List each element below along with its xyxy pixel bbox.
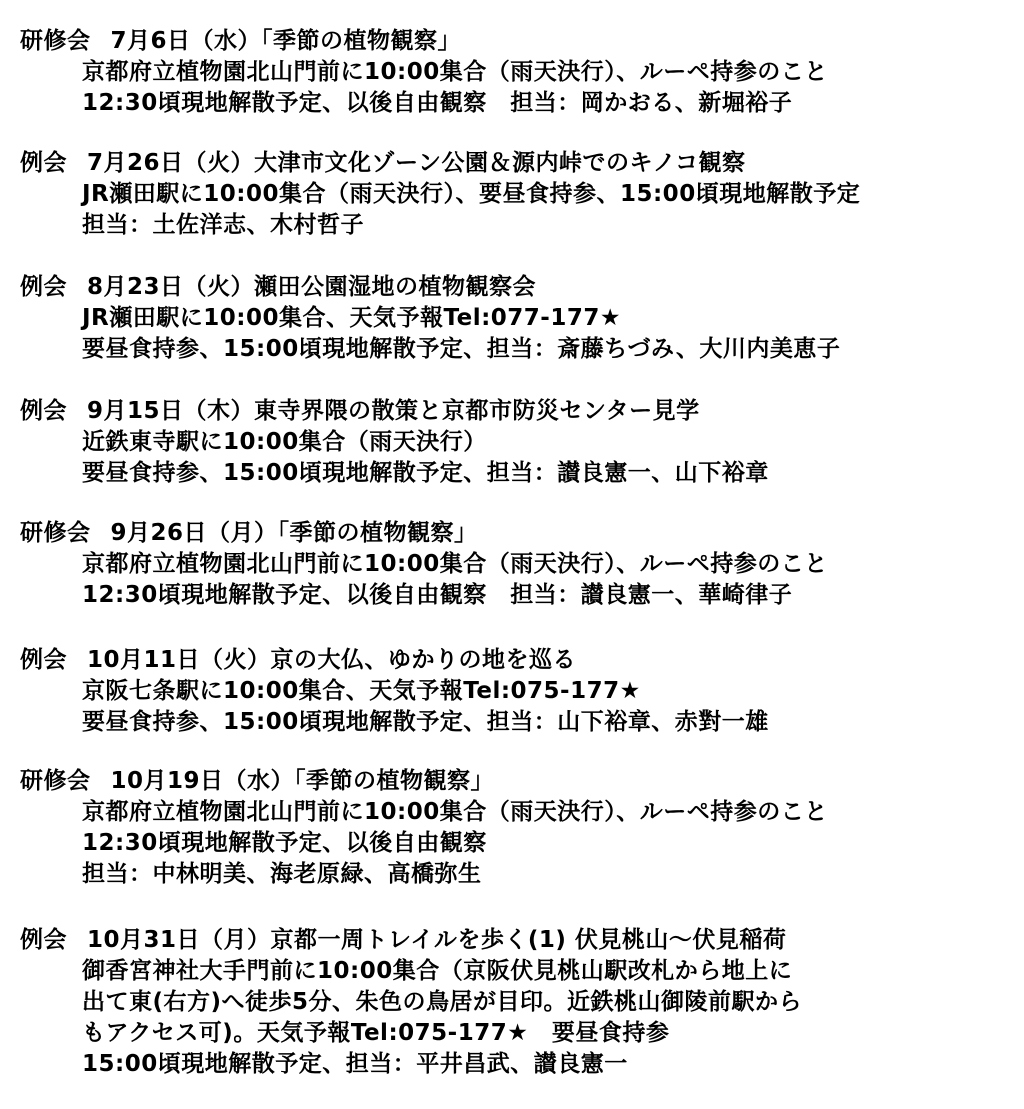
entry-heading	[20, 148, 1010, 179]
entry-type: 研修会	[20, 768, 91, 794]
entry-title: 7月6日（水）「季節の植物観察」	[110, 28, 462, 54]
entry-detail-line: 京都府立植物園北山門前に10:00集合（雨天決行）、ルーペ持参のこと	[82, 59, 828, 85]
entry-detail-line: 担当：中林明美、海老原緑、高橋弥生	[82, 861, 482, 887]
entry-heading	[20, 925, 1010, 956]
schedule-entry	[20, 645, 1010, 738]
entry-heading	[20, 26, 1010, 57]
entry-detail-line: 京都府立植物園北山門前に10:00集合（雨天決行）、ルーペ持参のこと	[82, 551, 828, 577]
entry-detail-line: 出て東(右方)へ徒歩5分、朱色の鳥居が目印。近鉄桃山御陵前駅から	[82, 989, 803, 1015]
entry-heading	[20, 518, 1010, 549]
entry-type: 研修会	[20, 520, 91, 546]
entry-detail-line: 京都府立植物園北山門前に10:00集合（雨天決行）、ルーペ持参のこと	[82, 799, 828, 825]
entry-detail-line: 担当：土佐洋志、木村哲子	[82, 212, 364, 238]
entry-detail-line: もアクセス可)。天気予報Tel:075-177★ 要昼食持参	[82, 1020, 670, 1046]
schedule-entry	[20, 148, 1010, 241]
entry-title: 10月31日（月）京都一周トレイルを歩く(1) 伏見桃山～伏見稲荷	[87, 927, 787, 953]
entry-title: 9月15日（木）東寺界隈の散策と京都市防災センター見学	[87, 398, 700, 424]
entry-heading	[20, 645, 1010, 676]
entry-heading	[20, 272, 1010, 303]
entry-detail-line: 12:30頃現地解散予定、以後自由観察 担当：岡かおる、新堀裕子	[82, 90, 793, 116]
schedule-entry	[20, 396, 1010, 489]
entry-detail-line: JR瀬田駅に10:00集合、天気予報Tel:077-177★	[82, 305, 621, 331]
entry-detail-line: 要昼食持参、15:00頃現地解散予定、担当：斎藤ちづみ、大川内美恵子	[82, 336, 841, 362]
entry-type: 例会	[20, 398, 67, 424]
entry-detail-line: 御香宮神社大手門前に10:00集合（京阪伏見桃山駅改札から地上に	[82, 958, 793, 984]
entry-type: 例会	[20, 274, 67, 300]
schedule-entry	[20, 925, 1010, 1080]
entry-title: 8月23日（火）瀬田公園湿地の植物観察会	[87, 274, 537, 300]
entry-detail-line: 要昼食持参、15:00頃現地解散予定、担当：山下裕章、赤對一雄	[82, 709, 769, 735]
entry-type: 例会	[20, 927, 67, 953]
entry-detail-line: 京阪七条駅に10:00集合、天気予報Tel:075-177★	[82, 678, 641, 704]
entry-type: 例会	[20, 150, 67, 176]
schedule-entry	[20, 272, 1010, 365]
schedule-entry	[20, 766, 1010, 890]
entry-heading	[20, 766, 1010, 797]
entry-detail-line: 要昼食持参、15:00頃現地解散予定、担当：讃良憲一、山下裕章	[82, 460, 769, 486]
entry-detail-line: 15:00頃現地解散予定、担当：平井昌武、讃良憲一	[82, 1051, 628, 1077]
schedule-entry	[20, 518, 1010, 611]
entry-title: 10月11日（火）京の大仏、ゆかりの地を巡る	[87, 647, 577, 673]
entry-title: 9月26日（月）「季節の植物観察」	[110, 520, 478, 546]
entry-title: 10月19日（水）「季節の植物観察」	[110, 768, 495, 794]
entry-detail-line: 12:30頃現地解散予定、以後自由観察	[82, 830, 487, 856]
entry-detail-line: 近鉄東寺駅に10:00集合（雨天決行）	[82, 429, 487, 455]
entry-detail-line: 12:30頃現地解散予定、以後自由観察 担当：讃良憲一、華崎律子	[82, 582, 793, 608]
entry-type: 研修会	[20, 28, 91, 54]
entry-detail-line: JR瀬田駅に10:00集合（雨天決行）、要昼食持参、15:00頃現地解散予定	[82, 181, 861, 207]
entry-type: 例会	[20, 647, 67, 673]
entry-heading	[20, 396, 1010, 427]
entry-title: 7月26日（火）大津市文化ゾーン公園＆源内峠でのキノコ観察	[87, 150, 746, 176]
schedule-entry	[20, 26, 1010, 119]
